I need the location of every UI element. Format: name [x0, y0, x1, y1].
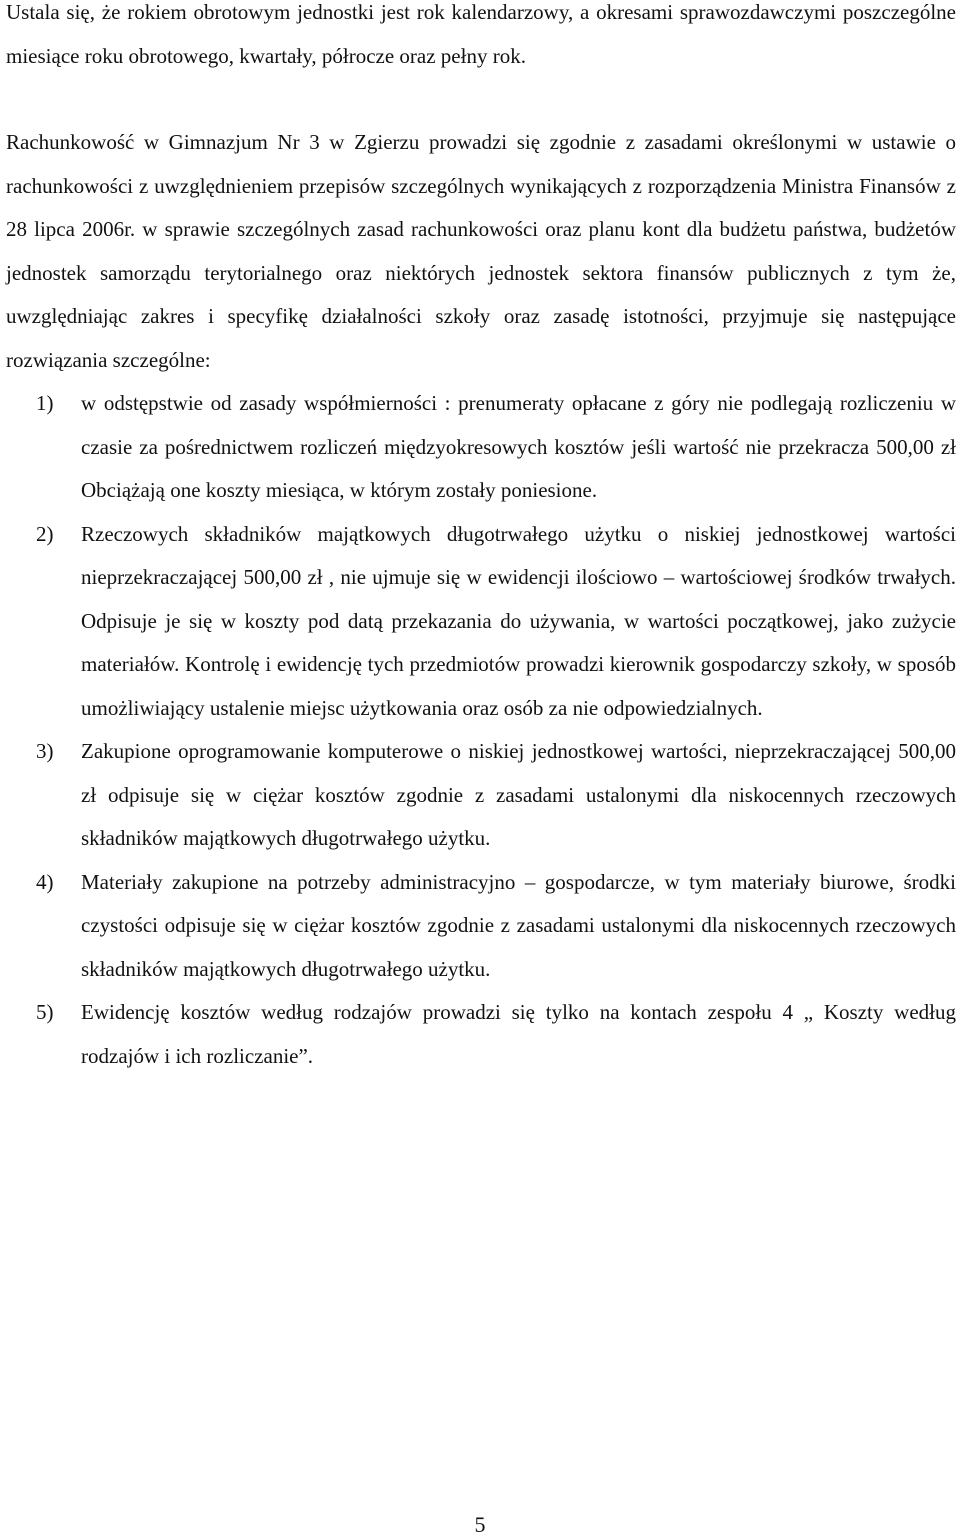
paragraph-fiscal-year: Ustala się, że rokiem obrotowym jednostki jest rok kalendarzowy, a okresami sprawozdawczymi poszczególne miesiące roku obrotowego, kwartały, półrocze oraz pełny rok. [6, 0, 956, 68]
list-item-text: Ewidencję kosztów według rodzajów prowadzi się tylko na kontach zespołu 4 „ Koszty według rodzajów i ich rozliczanie”. [81, 1000, 956, 1068]
list-item [6, 382, 956, 513]
page-number: 5 [474, 1512, 486, 1537]
list-item-text: w odstępstwie od zasady współmierności : prenumeraty opłacane z góry nie podlegają rozliczeniu w czasie za pośrednictwem rozliczeń międzyokresowych kosztów jeśli wartość nie przekracza 500,00 zł Obciążają one koszty miesiąca, w którym zostały poniesione. [81, 391, 956, 502]
paragraph-accounting-rules: Rachunkowość w Gimnazjum Nr 3 w Zgierzu prowadzi się zgodnie z zasadami określonymi w ustawie o rachunkowości z uwzględnieniem przepisów szczególnych wynikających z rozporządzenia Ministra Finansów z 28 lipca 2006r. w sprawie szczególnych zasad rachunkowości oraz planu kont dla budżetu państwa, budżetów jednostek samorządu terytorialnego oraz niektórych jednostek sektora finansów publicznych z tym że, uwzględniając zakres i specyfikę działalności szkoły oraz zasadę istotności, przyjmuje się następujące rozwiązania szczególne: [6, 130, 956, 372]
list-item [6, 991, 956, 1078]
list-item [6, 861, 956, 992]
special-solutions-list [6, 382, 956, 1078]
list-item-text: Zakupione oprogramowanie komputerowe o niskiej jednostkowej wartości, nieprzekraczającej 500,00 zł odpisuje się w ciężar kosztów zgodnie z zasadami ustalonymi dla niskocennych rzeczowych składników majątkowych długotrwałego użytku. [81, 739, 956, 850]
list-item-text: Rzeczowych składników majątkowych długotrwałego użytku o niskiej jednostkowej wartości nieprzekraczającej 500,00 zł , nie ujmuje się w ewidencji ilościowo – wartościowej środków trwałych. Odpisuje je się w koszty pod datą przekazania do używania, w wartości początkowej, jako zużycie materiałów. Kontrolę i ewidencję tych przedmiotów prowadzi kierownik gospodarczy szkoły, w sposób umożliwiający ustalenie miejsc użytkowania oraz osób za nie odpowiedzialnych. [81, 521, 956, 720]
list-item-number: 5) [36, 1000, 54, 1024]
list-item-number: 1) [36, 391, 54, 415]
list-item [6, 730, 956, 861]
list-item-number: 4) [36, 869, 54, 894]
list-item [6, 513, 956, 731]
list-item-number: 2) [36, 521, 54, 546]
list-item-text: Materiały zakupione na potrzeby administracyjno – gospodarcze, w tym materiały biurowe, środki czystości odpisuje się w ciężar kosztów zgodnie z zasadami ustalonymi dla niskocennych rzeczowych składników majątkowych długotrwałego użytku. [81, 869, 956, 981]
list-item-number: 3) [36, 739, 54, 763]
document-page [6, 0, 956, 1078]
